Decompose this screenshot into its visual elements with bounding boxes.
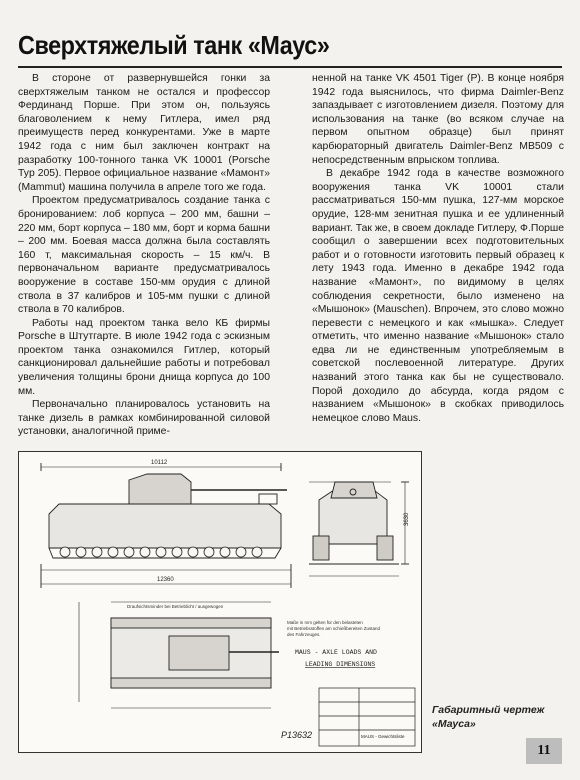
- title-block-text: MAUS - Gewichtsliste: [361, 734, 405, 739]
- title-rule: [18, 66, 562, 68]
- plate-number: P13632: [281, 730, 313, 740]
- page-number: 11: [526, 738, 562, 764]
- side-view: [41, 463, 291, 588]
- dim-bottom-label: 12360: [157, 577, 174, 583]
- drawing-note-right-2: mit Betriebsstoffen am schießbereiten Zustand: [287, 626, 380, 631]
- left-column: [18, 72, 270, 439]
- top-view: [79, 602, 279, 708]
- right-column: [312, 72, 564, 425]
- drawing-note-left: Draufsichtsminder bei Betrieblicht / ausgewogen: [127, 604, 224, 609]
- article-title: Сверхтяжелый танк «Маус»: [18, 30, 330, 60]
- right-paragraph-2: В декабре 1942 года в качестве возможного вооружения танка VK 10001 стали рассматриваться 150-мм пушка, 127-мм морское орудие, 128-мм зенитная пушка и ее удлиненный вариант. Так же, в своем докладе Гитлеру, Ф.Порше сообщил о завершении всех подготовительных работ и о готовности изготовить первый образец к лету 1943 года. Именно в декабре 1942 года название «Мамонт», по видимому в целях соблюдения секретности, было изменено на «Мышонок» (Mauschen). Впрочем, это слово можно перевести с немецкого и как «мышка». Следует отметить, что именно название «Мышонок» стало едва ли не единственным употребляемым в советской послевоенной литературе. Других названий этого танка как бы не существовало. Порой доходило до абсурда, когда рядом с названием «Мышонок» в скобках приводилось немецкое слово Maus.: [312, 168, 564, 424]
- dim-right-label: 3630: [404, 512, 410, 526]
- right-paragraph-1: ненной на танке VK 4501 Tiger (P). В конце ноября 1942 года выяснилось, что фирма Daimler-Benz запаздывает с изготовлением дизеля. Поэтому для использования на танке (во всяком случае на первом опытном образце) был принят карбюраторный двигатель Daimler-Benz MB509 с непосредственным впрыском топлива.: [312, 73, 564, 166]
- left-paragraph-3: Работы над проектом танка вело КБ фирмы Porsche в Штутгарте. В июле 1942 года с эскизным проектом танка ознакомился Гитлер, который санкционировал дальнейшие работы и потребовал увеличения толщины брони днища корпуса до 100 мм.: [18, 317, 270, 397]
- axle-title-2: LEADING DIMENSIONS: [305, 661, 376, 668]
- figure-caption: Габаритный чертеж «Мауса»: [432, 704, 545, 730]
- front-view: [309, 482, 409, 576]
- dim-top-label: 10112: [151, 460, 168, 466]
- road-wheels: [60, 547, 262, 557]
- axle-title-1: MAUS - AXLE LOADS AND: [295, 649, 377, 656]
- left-paragraph-4: Первоначально планировалось установить на танке дизель в рамках комбинированной силовой установки, аналогичной приме-: [18, 399, 270, 438]
- left-paragraph-2: Проектом предусматривалось создание танка с бронированием: лоб корпуса – 200 мм, башни – 220 мм, борт корпуса – 180 мм, борт и корма башни – 200 мм. Боевая масса должна была составлять 160 т, максимальная скорость – 15 км/ч. В первоначальном варианте предусматривалось вооружение в составе 150-мм орудия с длиной ствола в 37 калибров и 105-мм пушки с длиной ствола в 70 калибров.: [18, 195, 270, 316]
- left-paragraph-1: В стороне от развернувшейся гонки за сверхтяжелым танком не остался и профессор Фердинанд Порше. При этом он, пользуясь благоволением к нему Гитлера, имел ряд преимуществ перед конкурентами. Уже в марте 1942 года с ним был заключен контракт на разработку 100-тонного танка VK 10001 (Porsche Typ 205). Первое официальное название «Мамонт» (Mammut) машина получила в апреле того же года.: [18, 73, 270, 193]
- drawing-note-right-1: Maße in mm gelten für den belasteten: [287, 620, 363, 625]
- drawing-note-right-3: des Fahrzeuges.: [287, 632, 321, 637]
- tank-dimension-drawing: [18, 451, 422, 753]
- drawing-svg: [19, 452, 421, 752]
